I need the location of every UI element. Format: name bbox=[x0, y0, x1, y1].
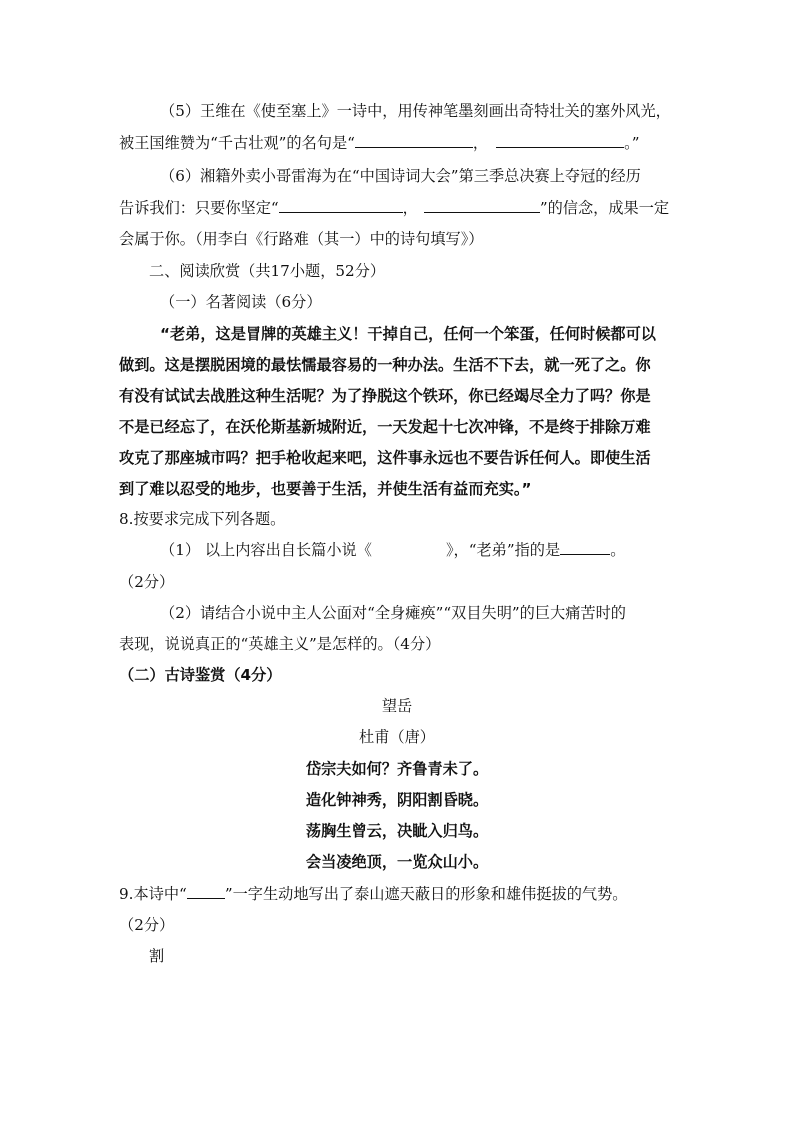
answer-blank[interactable] bbox=[424, 198, 540, 213]
subsection-heading: （一）名著阅读（6分） bbox=[160, 293, 322, 311]
q7-item6-prompt: 告诉我们：只要你坚定“ bbox=[119, 199, 279, 217]
question-8-sub2-line2: 表现，说说真正的“英雄主义”是怎样的。（4分） bbox=[119, 635, 441, 653]
excerpt-line: 有没有试试去战胜这种生活呢？为了挣脱这个铁环，你已经竭尽全力了吗？你是 bbox=[119, 387, 651, 405]
poem-line: 会当凌绝顶，一览众山小。 bbox=[305, 853, 489, 871]
q7-item6-line3: 会属于你。（用李白《行路难（其一）中的诗句填写》） bbox=[119, 230, 484, 248]
question-9-stem bbox=[119, 884, 627, 904]
excerpt-line: 做到。这是摆脱困境的最怯懦最容易的一种办法。生活不下去，就一死了之。你 bbox=[119, 356, 651, 374]
q7-item5-prompt: 被王国维赞为“千古壮观”的名句是“ bbox=[119, 134, 355, 152]
question-8-sub2-line1: （2）请结合小说中主人公面对“全身瘫痪”“双目失明”的巨大痛苦时的 bbox=[160, 604, 626, 622]
q7-item6-line1: （6）湘籍外卖小哥雷海为在“中国诗词大会”第三季总决赛上夺冠的经历 bbox=[160, 167, 641, 185]
answer-blank[interactable] bbox=[279, 198, 403, 213]
separator: ， bbox=[402, 199, 418, 217]
answer-blank[interactable] bbox=[187, 884, 225, 899]
q8-sub1-prompt: （1） 以上内容出自长篇小说《 bbox=[160, 541, 372, 559]
q7-item5-line2 bbox=[119, 133, 639, 153]
punctuation: 。 bbox=[610, 541, 626, 559]
question-8-sub1 bbox=[160, 540, 625, 560]
poem-author: 杜甫（唐） bbox=[359, 728, 435, 746]
answer-blank[interactable] bbox=[355, 133, 473, 148]
poem-line: 岱宗夫如何？齐鲁青未了。 bbox=[305, 760, 489, 778]
question-8-sub1-score: （2分） bbox=[119, 573, 175, 591]
poem-line: 造化钟神秀，阴阳割昏晓。 bbox=[305, 791, 489, 809]
answer-blank[interactable] bbox=[496, 133, 624, 148]
excerpt-line: 不是已经忘了，在沃伦斯基新城附近，一天发起十七次冲锋，不是终于排除万难 bbox=[119, 418, 651, 436]
excerpt-line: “老弟，这是冒牌的英雄主义！干掉自己，任何一个笨蛋，任何时候都可以 bbox=[160, 325, 656, 343]
separator: ， bbox=[472, 134, 489, 152]
poem-title: 望岳 bbox=[381, 697, 413, 715]
q7-item5-line1: （5）王维在《使至塞上》一诗中，用传神笔墨刻画出奇特壮关的塞外风光， bbox=[160, 102, 671, 120]
question-9-score: （2分） bbox=[119, 916, 175, 934]
question-8-stem: 8.按要求完成下列各题。 bbox=[119, 510, 286, 528]
poem-line: 荡胸生曾云，决眦入归鸟。 bbox=[305, 822, 489, 840]
q7-item6-suffix: ”的信念，成果一定 bbox=[539, 199, 670, 217]
subsection-heading: （二）古诗鉴赏（4分） bbox=[119, 666, 282, 684]
q8-sub1-middle: 》，“老弟”指的是 bbox=[445, 541, 561, 559]
excerpt-line: 到了难以忍受的地步，也要善于生活，并使生活有益而充实。” bbox=[119, 480, 532, 498]
excerpt-line: 攻克了那座城市吗？把手枪收起来吧，这件事永远也不要告诉任何人。即使生活 bbox=[119, 449, 651, 467]
q9-prompt: 9.本诗中“ bbox=[119, 885, 187, 903]
section-heading: 二、阅读欣赏（共17小题，52分） bbox=[149, 262, 386, 280]
punctuation: 。” bbox=[624, 134, 640, 152]
q9-suffix: ”一字生动地写出了泰山遮天蔽日的形象和雄伟挺拔的气势。 bbox=[224, 885, 628, 903]
q7-item6-line2 bbox=[119, 198, 669, 218]
answer-blank[interactable] bbox=[560, 540, 610, 555]
question-9-answer: 割 bbox=[149, 947, 165, 965]
